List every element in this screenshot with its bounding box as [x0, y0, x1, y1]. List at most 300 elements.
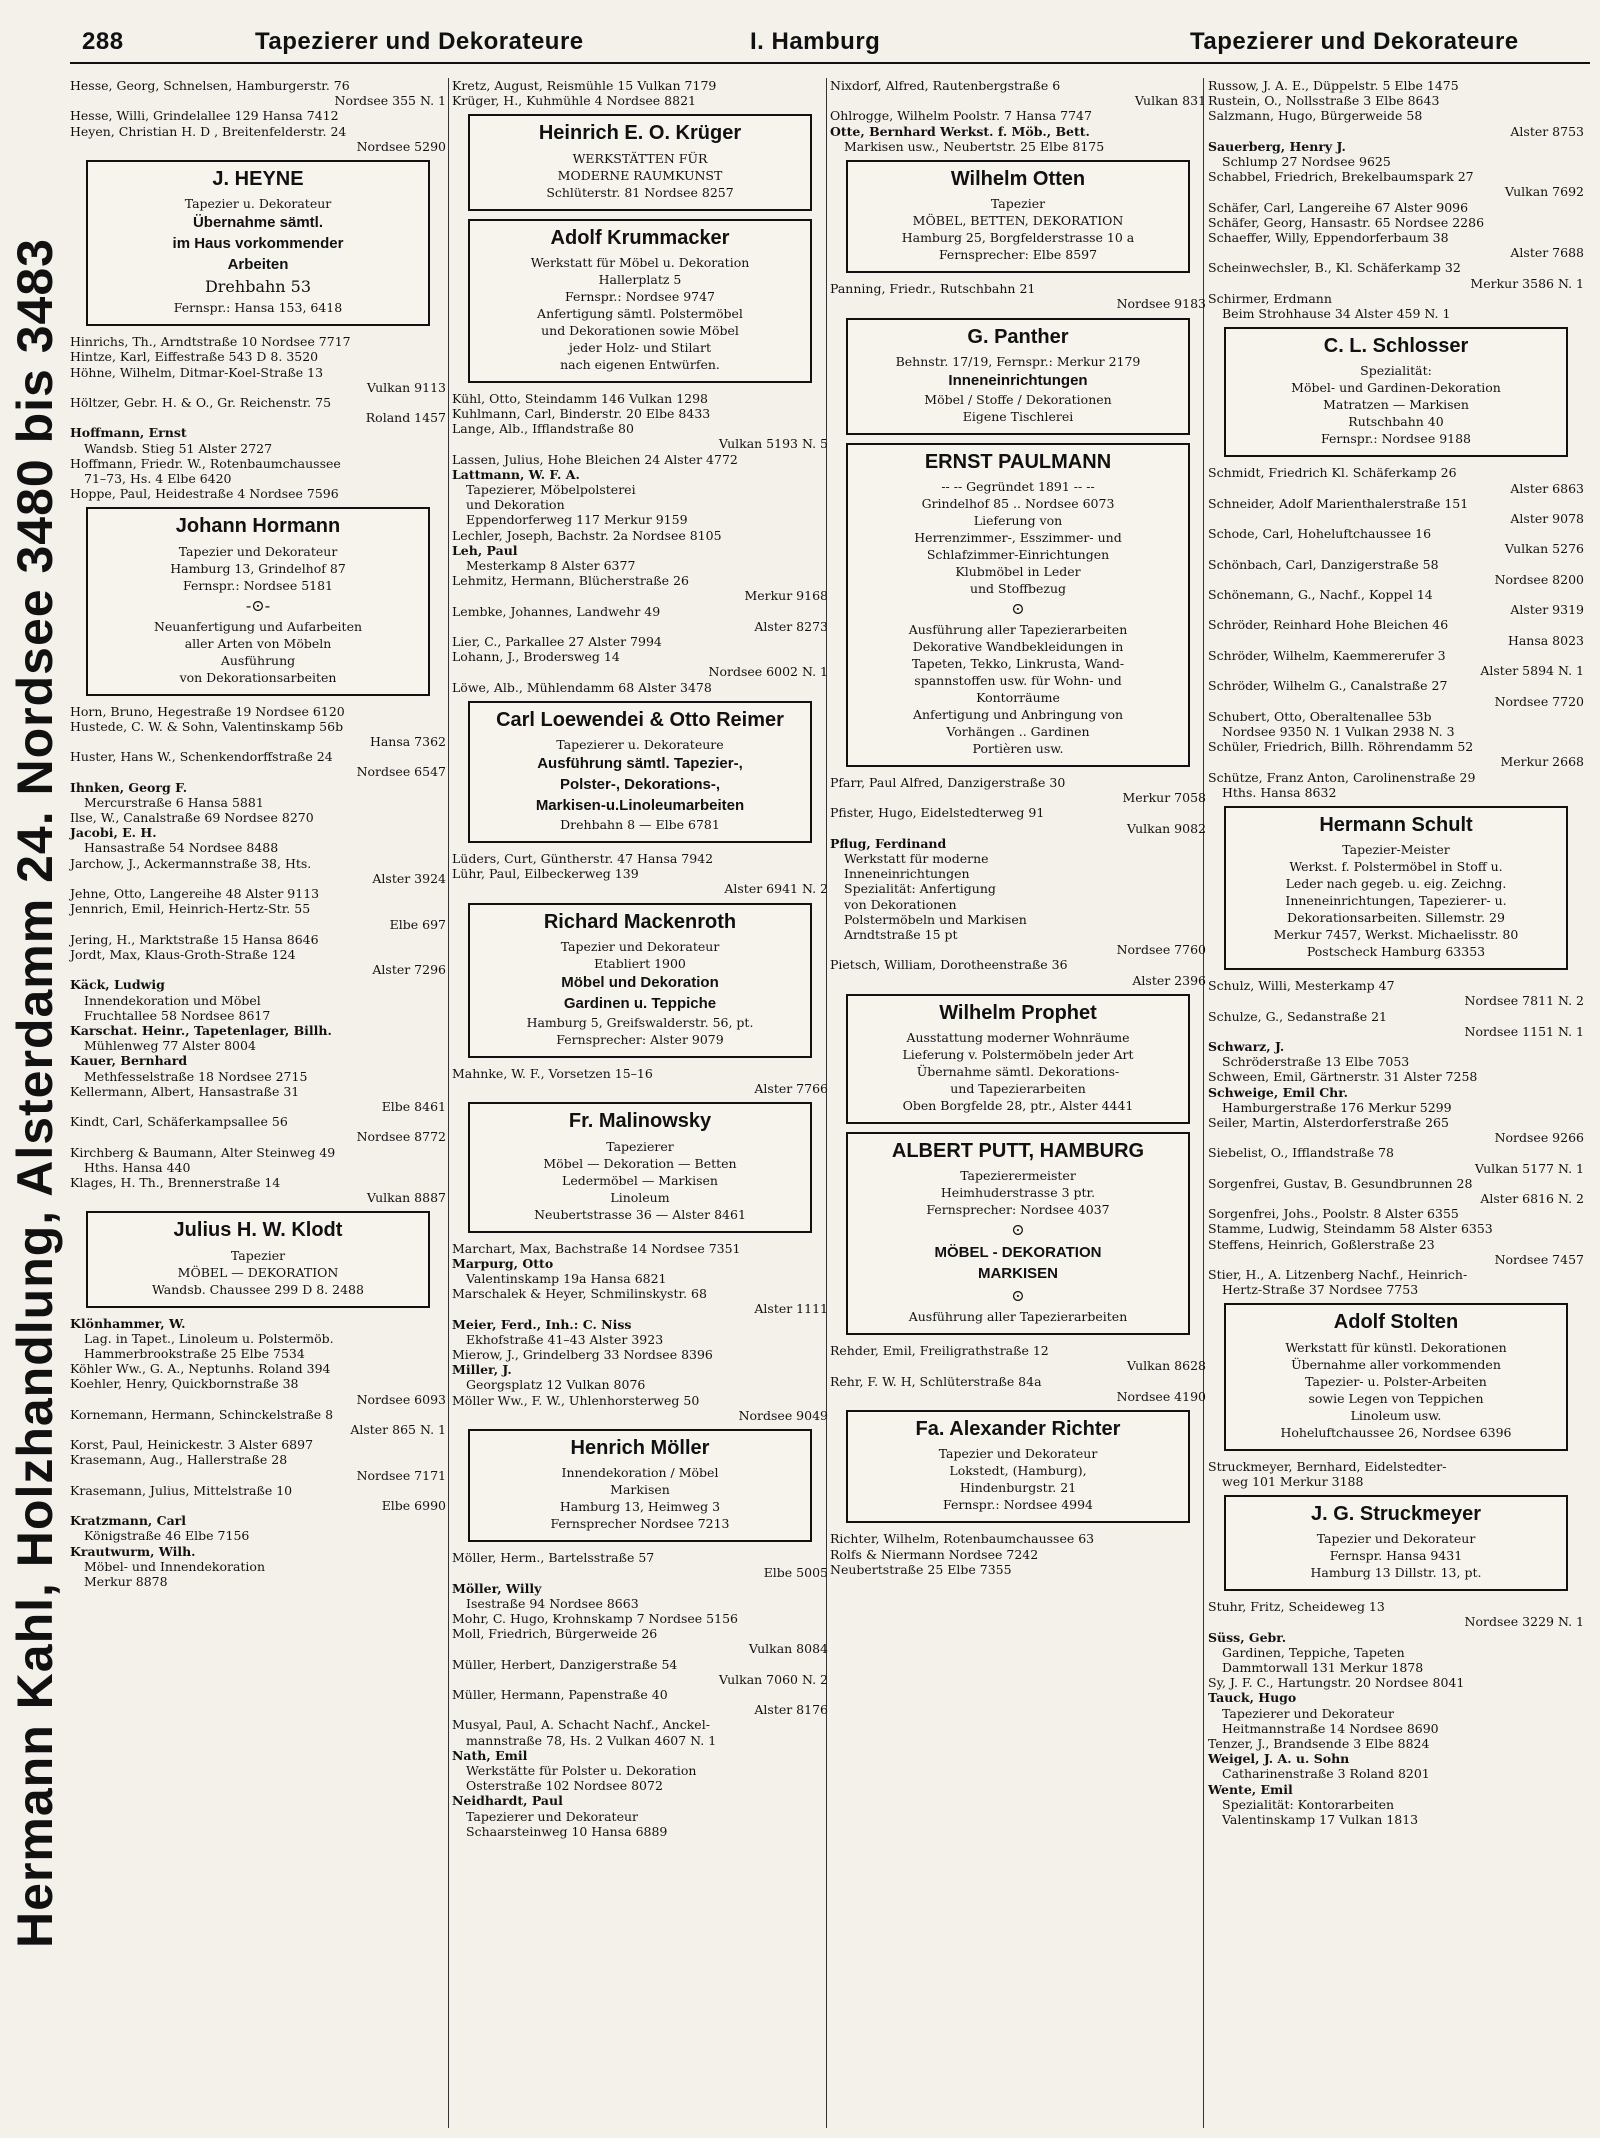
- entry-line: Nordsee 7760: [1116, 942, 1206, 958]
- entry-line: Schaarsteinweg 10 Hansa 6889: [466, 1823, 668, 1839]
- entry-line: Alster 6863: [1510, 480, 1584, 496]
- entry-line: Roland 1457: [365, 410, 446, 426]
- ad-line: Etabliert 1900: [594, 955, 686, 971]
- directory-entry: [1208, 1459, 1584, 1489]
- ad-line: Hallerplatz 5: [598, 271, 682, 287]
- ad-title: Hermann Schult: [1319, 813, 1473, 836]
- directory-entry: [1208, 1736, 1584, 1751]
- entry-line: Nordsee 6093: [356, 1391, 446, 1407]
- directory-entry: [830, 1562, 1206, 1577]
- ad-line: Fernspr.: Nordsee 4994: [942, 1497, 1094, 1513]
- entry-line: Nordsee 355 N. 1: [334, 93, 446, 109]
- entry-line: Neubertstraße 25 Elbe 7355: [830, 1561, 1012, 1577]
- entry-line: Nordsee 1151 N. 1: [1464, 1023, 1584, 1039]
- entry-line: Neidhardt, Paul: [452, 1793, 563, 1809]
- directory-entry: [1208, 587, 1584, 617]
- entry-line: Mohr, C. Hugo, Krohnskamp 7 Nordsee 5156: [452, 1610, 738, 1626]
- ad-line: Markisen: [610, 1482, 670, 1498]
- ad-line: Dekorationsarbeiten. Sillemstr. 29: [1287, 910, 1505, 926]
- entry-line: Ihnken, Georg F.: [70, 779, 188, 795]
- ad-line: Fernsprecher: Alster 9079: [556, 1031, 724, 1047]
- ad-line: Ausführung aller Tapezierarbeiten: [908, 622, 1128, 638]
- entry-line: Hansastraße 54 Nordsee 8488: [84, 840, 279, 856]
- entry-line: Elbe 5005: [763, 1565, 828, 1581]
- entry-line: Hoffmann, Friedr. W., Rotenbaumchaussee: [70, 455, 341, 471]
- ad-line: Hamburg 13 Dillstr. 13, pt.: [1310, 1565, 1482, 1581]
- ad-line: Heimhuderstrasse 3 ptr.: [940, 1185, 1096, 1201]
- ad-line: Tapezier: [230, 1247, 286, 1263]
- ad-line: Leder nach gegeb. u. eig. Zeichng.: [1285, 876, 1507, 892]
- ad-jg-struckmeyer: [1224, 1495, 1568, 1591]
- directory-entry: [830, 1343, 1206, 1373]
- ad-line: Tapezier und Dekorateur: [560, 938, 720, 954]
- directory-entry: [1208, 526, 1584, 556]
- entry-line: Dammtorwall 131 Merkur 1878: [1222, 1660, 1424, 1676]
- entry-line: Nordsee 8772: [356, 1129, 446, 1145]
- ad-line: Matratzen — Markisen: [1323, 397, 1469, 413]
- ad-line: Lieferung v. Polstermöbeln jeder Art: [902, 1047, 1134, 1063]
- entry-line: Marchart, Max, Bachstraße 14 Nordsee 7351: [452, 1240, 741, 1256]
- entry-line: Alster 7766: [754, 1081, 828, 1097]
- ad-line: Fernspr.: Nordsee 9747: [564, 288, 716, 304]
- entry-line: Merkur 8878: [84, 1574, 168, 1590]
- ad-line: Tapezier und Dekorateur: [1316, 1531, 1476, 1547]
- ad-title: Richard Mackenroth: [543, 910, 737, 933]
- entry-line: Russow, J. A. E., Düppelstr. 5 Elbe 1475: [1208, 78, 1459, 93]
- directory-entry: [452, 1286, 828, 1316]
- directory-entry: [452, 528, 828, 543]
- entry-line: Vulkan 5276: [1504, 541, 1584, 557]
- ad-line: Oben Borgfelde 28, ptr., Alster 4441: [902, 1098, 1134, 1114]
- directory-entry: [70, 349, 446, 364]
- directory-entry: [70, 1452, 446, 1482]
- entry-line: Alster 7296: [372, 962, 446, 978]
- page-number: 288: [82, 28, 124, 55]
- entry-line: Koehler, Henry, Quickbornstraße 38: [70, 1376, 299, 1392]
- directory-entry: [70, 932, 446, 947]
- entry-line: Mercurstraße 6 Hansa 5881: [84, 794, 264, 810]
- entry-line: Mierow, J., Grindelberg 33 Nordsee 8396: [452, 1346, 713, 1362]
- directory-entry: [830, 836, 1206, 958]
- entry-line: Arndtstraße 15 pt: [844, 927, 958, 943]
- directory-entry: [1208, 678, 1584, 708]
- directory-entry: [452, 634, 828, 649]
- entry-line: Tauck, Hugo: [1208, 1690, 1297, 1706]
- ad-line: Lokstedt, (Hamburg),: [949, 1463, 1087, 1479]
- directory-entry: [452, 421, 828, 451]
- directory-entry: [1208, 1237, 1584, 1267]
- entry-line: Tapezierer und Dekorateur: [466, 1808, 638, 1824]
- ad-wilhelm-otten: [846, 160, 1190, 273]
- entry-line: Möbel- und Innendekoration: [84, 1558, 266, 1574]
- entry-line: Lühr, Paul, Eilbeckerweg 139: [452, 866, 639, 882]
- entry-line: Hths. Hansa 8632: [1222, 784, 1337, 800]
- ad-line: Tapeten, Tekko, Linkrusta, Wand-: [911, 656, 1125, 672]
- entry-line: Klönhammer, W.: [70, 1315, 186, 1331]
- ad-line: und Dekorationen sowie Möbel: [541, 322, 739, 338]
- ad-line: Tapezier und Dekorateur: [938, 1446, 1098, 1462]
- directory-entry: [70, 825, 446, 855]
- entry-line: Struckmeyer, Bernhard, Eidelstedter-: [1208, 1458, 1447, 1474]
- entry-line: Hansa 8023: [1507, 632, 1584, 648]
- entry-line: Nordsee 7720: [1494, 693, 1584, 709]
- entry-line: Valentinskamp 19a Hansa 6821: [466, 1270, 667, 1286]
- directory-entry: [70, 1513, 446, 1543]
- directory-entry: [70, 1407, 446, 1437]
- directory-entry: [1208, 739, 1584, 769]
- entry-line: Osterstraße 102 Nordsee 8072: [466, 1778, 663, 1794]
- ad-title: G. Panther: [967, 325, 1069, 348]
- directory-entry: [70, 780, 446, 810]
- entry-line: Schaeffer, Willy, Eppendorferbaum 38: [1208, 230, 1449, 246]
- entry-line: Richter, Wilhelm, Rotenbaumchaussee 63: [830, 1531, 1095, 1547]
- entry-line: Merkur 9168: [744, 588, 828, 604]
- entry-line: Jennrich, Emil, Heinrich-Hertz-Str. 55: [70, 901, 311, 917]
- directory-entry: [70, 1316, 446, 1362]
- entry-line: Rehder, Emil, Freiligrathstraße 12: [830, 1343, 1049, 1359]
- entry-line: Marschalek & Heyer, Schmilinskystr. 68: [452, 1286, 707, 1302]
- entry-line: Kirchberg & Baumann, Alter Steinweg 49: [70, 1144, 336, 1160]
- entry-line: Lier, C., Parkallee 27 Alster 7994: [452, 634, 662, 650]
- ad-title: Wilhelm Otten: [950, 168, 1086, 191]
- entry-line: Pietsch, William, Dorotheenstraße 36: [830, 957, 1068, 973]
- entry-line: Alster 9319: [1510, 602, 1584, 618]
- entry-line: Korst, Paul, Heinickestr. 3 Alster 6897: [70, 1437, 314, 1453]
- ad-line: Gardinen u. Teppiche: [563, 994, 717, 1012]
- entry-line: Jordt, Max, Klaus-Groth-Straße 124: [70, 946, 296, 962]
- entry-line: Vulkan 7692: [1504, 184, 1584, 200]
- directory-entry: [830, 281, 1206, 311]
- directory-entry: [1208, 1630, 1584, 1676]
- ad-line: Tapezier u. Dekorateur: [184, 196, 332, 212]
- entry-line: Möller, Willy: [452, 1580, 542, 1596]
- directory-entry: [70, 856, 446, 886]
- directory-entry: [1208, 1115, 1584, 1145]
- directory-entry: [1208, 709, 1584, 739]
- ad-line: -⊙-: [245, 595, 271, 615]
- entry-line: Alster 6941 N. 2: [724, 881, 828, 897]
- ad-title: Carl Loewendei & Otto Reimer: [496, 708, 784, 731]
- ad-line: Tapezierermeister: [960, 1168, 1076, 1184]
- directory-entry: [1208, 648, 1584, 678]
- entry-line: Siebelist, O., Ifflandstraße 78: [1208, 1145, 1394, 1161]
- column-1: [70, 78, 446, 1589]
- entry-line: Schwarz, J.: [1208, 1038, 1285, 1054]
- directory-entry: [830, 805, 1206, 835]
- entry-line: Lange, Alb., Ifflandstraße 80: [452, 421, 634, 437]
- ad-line: Markisen-u.Linoleumarbeiten: [535, 797, 745, 815]
- directory-entry: [1208, 1206, 1584, 1221]
- entry-line: Rustein, O., Nollsstraße 3 Elbe 8643: [1208, 93, 1440, 109]
- vertical-advertisement-spine: Hermann Kahl, Holzhandlung, Alsterdamm 24. Nordsee 3480 bis 3483: [7, 238, 63, 1948]
- ad-line: WERKSTÄTTEN FÜR: [572, 150, 708, 166]
- entry-line: Schäfer, Carl, Langereihe 67 Alster 9096: [1208, 199, 1469, 215]
- ad-line: Übernahme aller vorkommenden: [1291, 1356, 1501, 1372]
- directory-entry: [452, 1393, 828, 1423]
- ad-hermann-schult: [1224, 806, 1568, 970]
- ad-line: Ausstattung moderner Wohnräume: [906, 1030, 1130, 1046]
- entry-line: Nordsee 7811 N. 2: [1464, 993, 1584, 1009]
- ad-line: Dekorative Wandbekleidungen in: [912, 639, 1124, 655]
- ad-line: von Dekorationsarbeiten: [179, 669, 337, 685]
- ad-line: und Tapezierarbeiten: [950, 1081, 1086, 1097]
- directory-entry: [70, 334, 446, 349]
- ad-fr-malinowsky: [468, 1102, 812, 1232]
- entry-line: Beim Strohhause 34 Alster 459 N. 1: [1222, 306, 1451, 322]
- entry-line: Werkstätte für Polster u. Dekoration: [466, 1762, 697, 1778]
- entry-line: Weigel, J. A. u. Sohn: [1208, 1751, 1350, 1767]
- ad-line: Portièren usw.: [972, 741, 1064, 757]
- ad-richard-mackenroth: [468, 903, 812, 1058]
- ad-line: Herrenzimmer-, Esszimmer- und: [914, 530, 1122, 546]
- directory-entry: [70, 456, 446, 486]
- entry-line: Krasemann, Julius, Mittelstraße 10: [70, 1482, 293, 1498]
- entry-line: Mühlenweg 77 Alster 8004: [84, 1038, 256, 1054]
- directory-entry: [452, 1241, 828, 1256]
- entry-line: Merkur 2668: [1500, 754, 1584, 770]
- entry-line: Hesse, Willi, Grindelallee 129 Hansa 7412: [70, 108, 339, 124]
- entry-line: Ekhofstraße 41–43 Alster 3923: [466, 1331, 664, 1347]
- entry-line: Schütze, Franz Anton, Carolinenstraße 29: [1208, 769, 1476, 785]
- directory-entry: [70, 124, 446, 154]
- entry-line: Elbe 8461: [381, 1098, 446, 1114]
- ad-julius-klodt: [86, 1211, 430, 1307]
- entry-line: Moll, Friedrich, Bürgerweide 26: [452, 1626, 658, 1642]
- directory-entry: [452, 604, 828, 634]
- ad-line: Hamburg 13, Heimweg 3: [559, 1499, 721, 1515]
- entry-line: Krautwurm, Wilh.: [70, 1543, 196, 1559]
- entry-line: Tapezierer und Dekorateur: [1222, 1705, 1394, 1721]
- directory-entry: [1208, 1009, 1584, 1039]
- entry-line: Spezialität: Kontorarbeiten: [1222, 1796, 1395, 1812]
- directory-entry: [830, 1547, 1206, 1562]
- ad-line: Wandsb. Chaussee 299 D 8. 2488: [152, 1281, 364, 1297]
- entry-line: Möller Ww., F. W., Uhlenhorsterweg 50: [452, 1392, 700, 1408]
- entry-line: Pfister, Hugo, Eidelstedterweg 91: [830, 805, 1045, 821]
- directory-entry: [830, 1374, 1206, 1404]
- entry-line: Kellermann, Albert, Hansastraße 31: [70, 1083, 300, 1099]
- entry-line: Jehne, Otto, Langereihe 48 Alster 9113: [70, 886, 320, 902]
- entry-line: Merkur 3586 N. 1: [1470, 275, 1584, 291]
- entry-line: Ilse, W., Canalstraße 69 Nordsee 8270: [70, 810, 314, 826]
- entry-line: Panning, Friedr., Rutschbahn 21: [830, 281, 1036, 297]
- entry-line: Nordsee 6002 N. 1: [708, 664, 828, 680]
- ad-line: sowie Legen von Teppichen: [1308, 1390, 1484, 1406]
- directory-entry: [830, 78, 1206, 108]
- entry-line: Schweige, Emil Chr.: [1208, 1084, 1349, 1100]
- entry-line: Nath, Emil: [452, 1747, 528, 1763]
- ad-line: Fernspr. Hansa 9431: [1329, 1548, 1463, 1564]
- entry-line: Schween, Emil, Gärtnerstr. 31 Alster 7258: [1208, 1069, 1478, 1085]
- directory-entry: [1208, 93, 1584, 108]
- entry-line: Hesse, Georg, Schnelsen, Hamburgerstr. 76: [70, 78, 350, 93]
- entry-line: Schröderstraße 13 Elbe 7053: [1222, 1054, 1410, 1070]
- ad-line: MÖBEL - DEKORATION: [934, 1244, 1102, 1262]
- entry-line: Alster 2396: [1132, 972, 1206, 988]
- directory-entry: [830, 1531, 1206, 1546]
- entry-line: Stamme, Ludwig, Steindamm 58 Alster 6353: [1208, 1221, 1493, 1237]
- entry-line: Süss, Gebr.: [1208, 1629, 1287, 1645]
- ad-albert-putt: [846, 1132, 1190, 1335]
- entry-line: Alster 865 N. 1: [350, 1421, 446, 1437]
- entry-line: Nordsee 7457: [1494, 1251, 1584, 1267]
- entry-line: Köhler Ww., G. A., Neptunhs. Roland 394: [70, 1361, 331, 1377]
- entry-line: Meier, Ferd., Inh.: C. Niss: [452, 1316, 632, 1332]
- entry-line: Schröder, Wilhelm, Kaemmererufer 3: [1208, 647, 1446, 663]
- directory-entry: [1208, 1267, 1584, 1297]
- ad-line: Werkstatt für künstl. Dekorationen: [1285, 1339, 1507, 1355]
- ad-line: MODERNE RAUMKUNST: [557, 167, 723, 183]
- directory-entry: [70, 749, 446, 779]
- ad-line: Möbel- und Gardinen-Dekoration: [1291, 380, 1501, 396]
- ad-line: Arbeiten: [227, 256, 289, 274]
- entry-line: Alster 7688: [1510, 245, 1584, 261]
- entry-line: Otte, Bernhard Werkst. f. Möb., Bett.: [830, 123, 1090, 139]
- directory-entry: [452, 1626, 828, 1656]
- ad-line: Polster-, Dekorations-,: [559, 776, 721, 794]
- ad-line: Anfertigung und Anbringung von: [912, 707, 1124, 723]
- entry-line: Stier, H., A. Litzenberg Nachf., Heinrich-: [1208, 1266, 1468, 1282]
- directory-entry: [452, 1317, 828, 1347]
- entry-line: Krüger, H., Kuhmühle 4 Nordsee 8821: [452, 93, 696, 109]
- ad-line: jeder Holz- und Stilart: [569, 339, 711, 355]
- entry-line: Schneider, Adolf Marienthalerstraße 151: [1208, 495, 1469, 511]
- directory-entry: [452, 1347, 828, 1362]
- ad-johann-hormann: [86, 507, 430, 695]
- directory-entry: [452, 1066, 828, 1096]
- ad-line: Tapezier- u. Polster-Arbeiten: [1305, 1373, 1487, 1389]
- ad-title: J. G. Struckmeyer: [1310, 1503, 1482, 1525]
- entry-line: Hamburgerstraße 176 Merkur 5299: [1222, 1099, 1452, 1115]
- ad-line: nach eigenen Entwürfen.: [560, 356, 720, 372]
- entry-line: Inneneinrichtungen: [844, 866, 970, 882]
- entry-line: weg 101 Merkur 3188: [1222, 1473, 1364, 1489]
- ad-line: ⊙: [1011, 1286, 1025, 1306]
- entry-line: Lechler, Joseph, Bachstr. 2a Nordsee 8105: [452, 527, 722, 543]
- entry-line: Schode, Carl, Hoheluftchaussee 16: [1208, 526, 1432, 542]
- ad-line: Rutschbahn 40: [1348, 414, 1444, 430]
- ad-line: Hamburg 25, Borgfelderstrasse 10 a: [901, 230, 1135, 246]
- ad-line: im Haus vorkommender: [172, 235, 344, 253]
- entry-line: Sauerberg, Henry J.: [1208, 138, 1346, 154]
- entry-line: Vulkan 8084: [748, 1641, 828, 1657]
- entry-line: Kornemann, Hermann, Schinckelstraße 8: [70, 1406, 334, 1422]
- ad-line: Lieferung von: [973, 513, 1063, 529]
- entry-line: Königstraße 46 Elbe 7156: [84, 1528, 250, 1544]
- entry-line: Pfarr, Paul Alfred, Danzigerstraße 30: [830, 775, 1066, 791]
- directory-entry: [452, 452, 828, 467]
- directory-entry: [70, 1084, 446, 1114]
- entry-line: Schirmer, Erdmann: [1208, 290, 1332, 306]
- entry-line: Alster 9078: [1510, 511, 1584, 527]
- directory-entry: [452, 1581, 828, 1611]
- ad-title: Johann Hormann: [175, 515, 341, 538]
- entry-line: Alster 8273: [754, 618, 828, 634]
- entry-line: Stuhr, Fritz, Scheideweg 13: [1208, 1599, 1385, 1615]
- ad-title: Adolf Stolten: [1333, 1311, 1459, 1334]
- directory-entry: [452, 1687, 828, 1717]
- entry-line: Möller, Herm., Bartelsstraße 57: [452, 1550, 655, 1566]
- entry-line: Polstermöbeln und Markisen: [844, 911, 1027, 927]
- ad-line: Postscheck Hamburg 63353: [1306, 944, 1486, 960]
- entry-line: Kindt, Carl, Schäferkampsallee 56: [70, 1114, 288, 1130]
- ad-line: Möbel — Dekoration — Betten: [543, 1155, 737, 1171]
- directory-entry: [70, 1544, 446, 1590]
- entry-line: Schabbel, Friedrich, Brekelbaumspark 27: [1208, 169, 1474, 185]
- directory-entry: [830, 775, 1206, 805]
- entry-line: Vulkan 5177 N. 1: [1474, 1160, 1584, 1176]
- ad-line: Merkur 7457, Werkst. Michaelisstr. 80: [1273, 927, 1519, 943]
- entry-line: Hustede, C. W. & Sohn, Valentinskamp 56b: [70, 718, 344, 734]
- directory-entry: [1208, 260, 1584, 290]
- entry-line: Horn, Bruno, Hegestraße 19 Nordsee 6120: [70, 703, 345, 719]
- ad-title: ERNST PAULMANN: [924, 450, 1112, 473]
- entry-line: Schulz, Willi, Mesterkamp 47: [1208, 978, 1395, 994]
- ad-line: Schlüterstr. 81 Nordsee 8257: [546, 184, 734, 200]
- entry-line: Schönemann, G., Nachf., Koppel 14: [1208, 587, 1433, 603]
- entry-line: von Dekorationen: [844, 896, 957, 912]
- entry-line: Tapezierer, Möbelpolsterei: [466, 482, 636, 498]
- entry-line: Krasemann, Aug., Hallerstraße 28: [70, 1452, 288, 1468]
- entry-line: Spezialität: Anfertigung: [844, 881, 996, 897]
- entry-line: Leh, Paul: [452, 542, 518, 558]
- entry-line: Vulkan 8628: [1126, 1358, 1206, 1374]
- entry-line: Sorgenfrei, Johs., Poolstr. 8 Alster 6355: [1208, 1206, 1459, 1222]
- column-rule-1: [448, 78, 449, 2128]
- entry-line: Nordsee 8200: [1494, 571, 1584, 587]
- directory-entry: [70, 1483, 446, 1513]
- directory-entry: [1208, 1690, 1584, 1736]
- entry-line: Schulze, G., Sedanstraße 21: [1208, 1008, 1388, 1024]
- directory-entry: [1208, 200, 1584, 215]
- ad-line: Übernahme sämtl.: [192, 214, 324, 232]
- directory-entry: [1208, 291, 1584, 321]
- ad-line: Vorhängen .. Gardinen: [946, 724, 1090, 740]
- entry-line: Heyen, Christian H. D , Breitenfelderstr. 24: [70, 123, 347, 139]
- entry-line: Schröder, Reinhard Hohe Bleichen 46: [1208, 617, 1449, 633]
- directory-entry: [452, 78, 828, 93]
- directory-entry: [1208, 139, 1584, 169]
- entry-line: Schlump 27 Nordsee 9625: [1222, 154, 1391, 170]
- entry-line: Nordsee 9266: [1494, 1130, 1584, 1146]
- ad-line: Tapezierer: [606, 1138, 674, 1154]
- directory-entry: [70, 1023, 446, 1053]
- directory-entry: [70, 901, 446, 931]
- directory-entry: [452, 1717, 828, 1747]
- entry-line: Sy, J. F. C., Hartungstr. 20 Nordsee 8041: [1208, 1675, 1465, 1691]
- ad-wilhelm-prophet: [846, 994, 1190, 1124]
- directory-entry: [70, 108, 446, 123]
- directory-entry: [452, 391, 828, 406]
- directory-entry: [70, 1361, 446, 1376]
- ad-line: Grindelhof 85 .. Nordsee 6073: [921, 496, 1115, 512]
- entry-line: Hoppe, Paul, Heidestraße 4 Nordsee 7596: [70, 486, 339, 502]
- ad-adolf-krummacker: [468, 219, 812, 383]
- entry-line: Schäfer, Georg, Hansastr. 65 Nordsee 2286: [1208, 214, 1485, 230]
- entry-line: Nordsee 6547: [356, 764, 446, 780]
- ad-line: Innendekoration / Möbel: [561, 1465, 719, 1481]
- ad-line: Tapezier und Dekorateur: [178, 543, 338, 559]
- ad-line: Fernsprecher: Elbe 8597: [938, 247, 1098, 263]
- entry-line: Nixdorf, Alfred, Rautenbergstraße 6: [830, 78, 1061, 93]
- directory-entry: [1208, 1069, 1584, 1084]
- ad-line: MÖBEL — DEKORATION: [177, 1264, 339, 1280]
- directory-entry: [1208, 1599, 1584, 1629]
- ad-line: Hoheluftchaussee 26, Nordsee 6396: [1280, 1424, 1512, 1440]
- entry-line: Jarchow, J., Ackermannstraße 38, Hts.: [70, 855, 312, 871]
- directory-entry: [1208, 1176, 1584, 1206]
- header-left-title: Tapezierer und Dekorateure: [255, 28, 584, 55]
